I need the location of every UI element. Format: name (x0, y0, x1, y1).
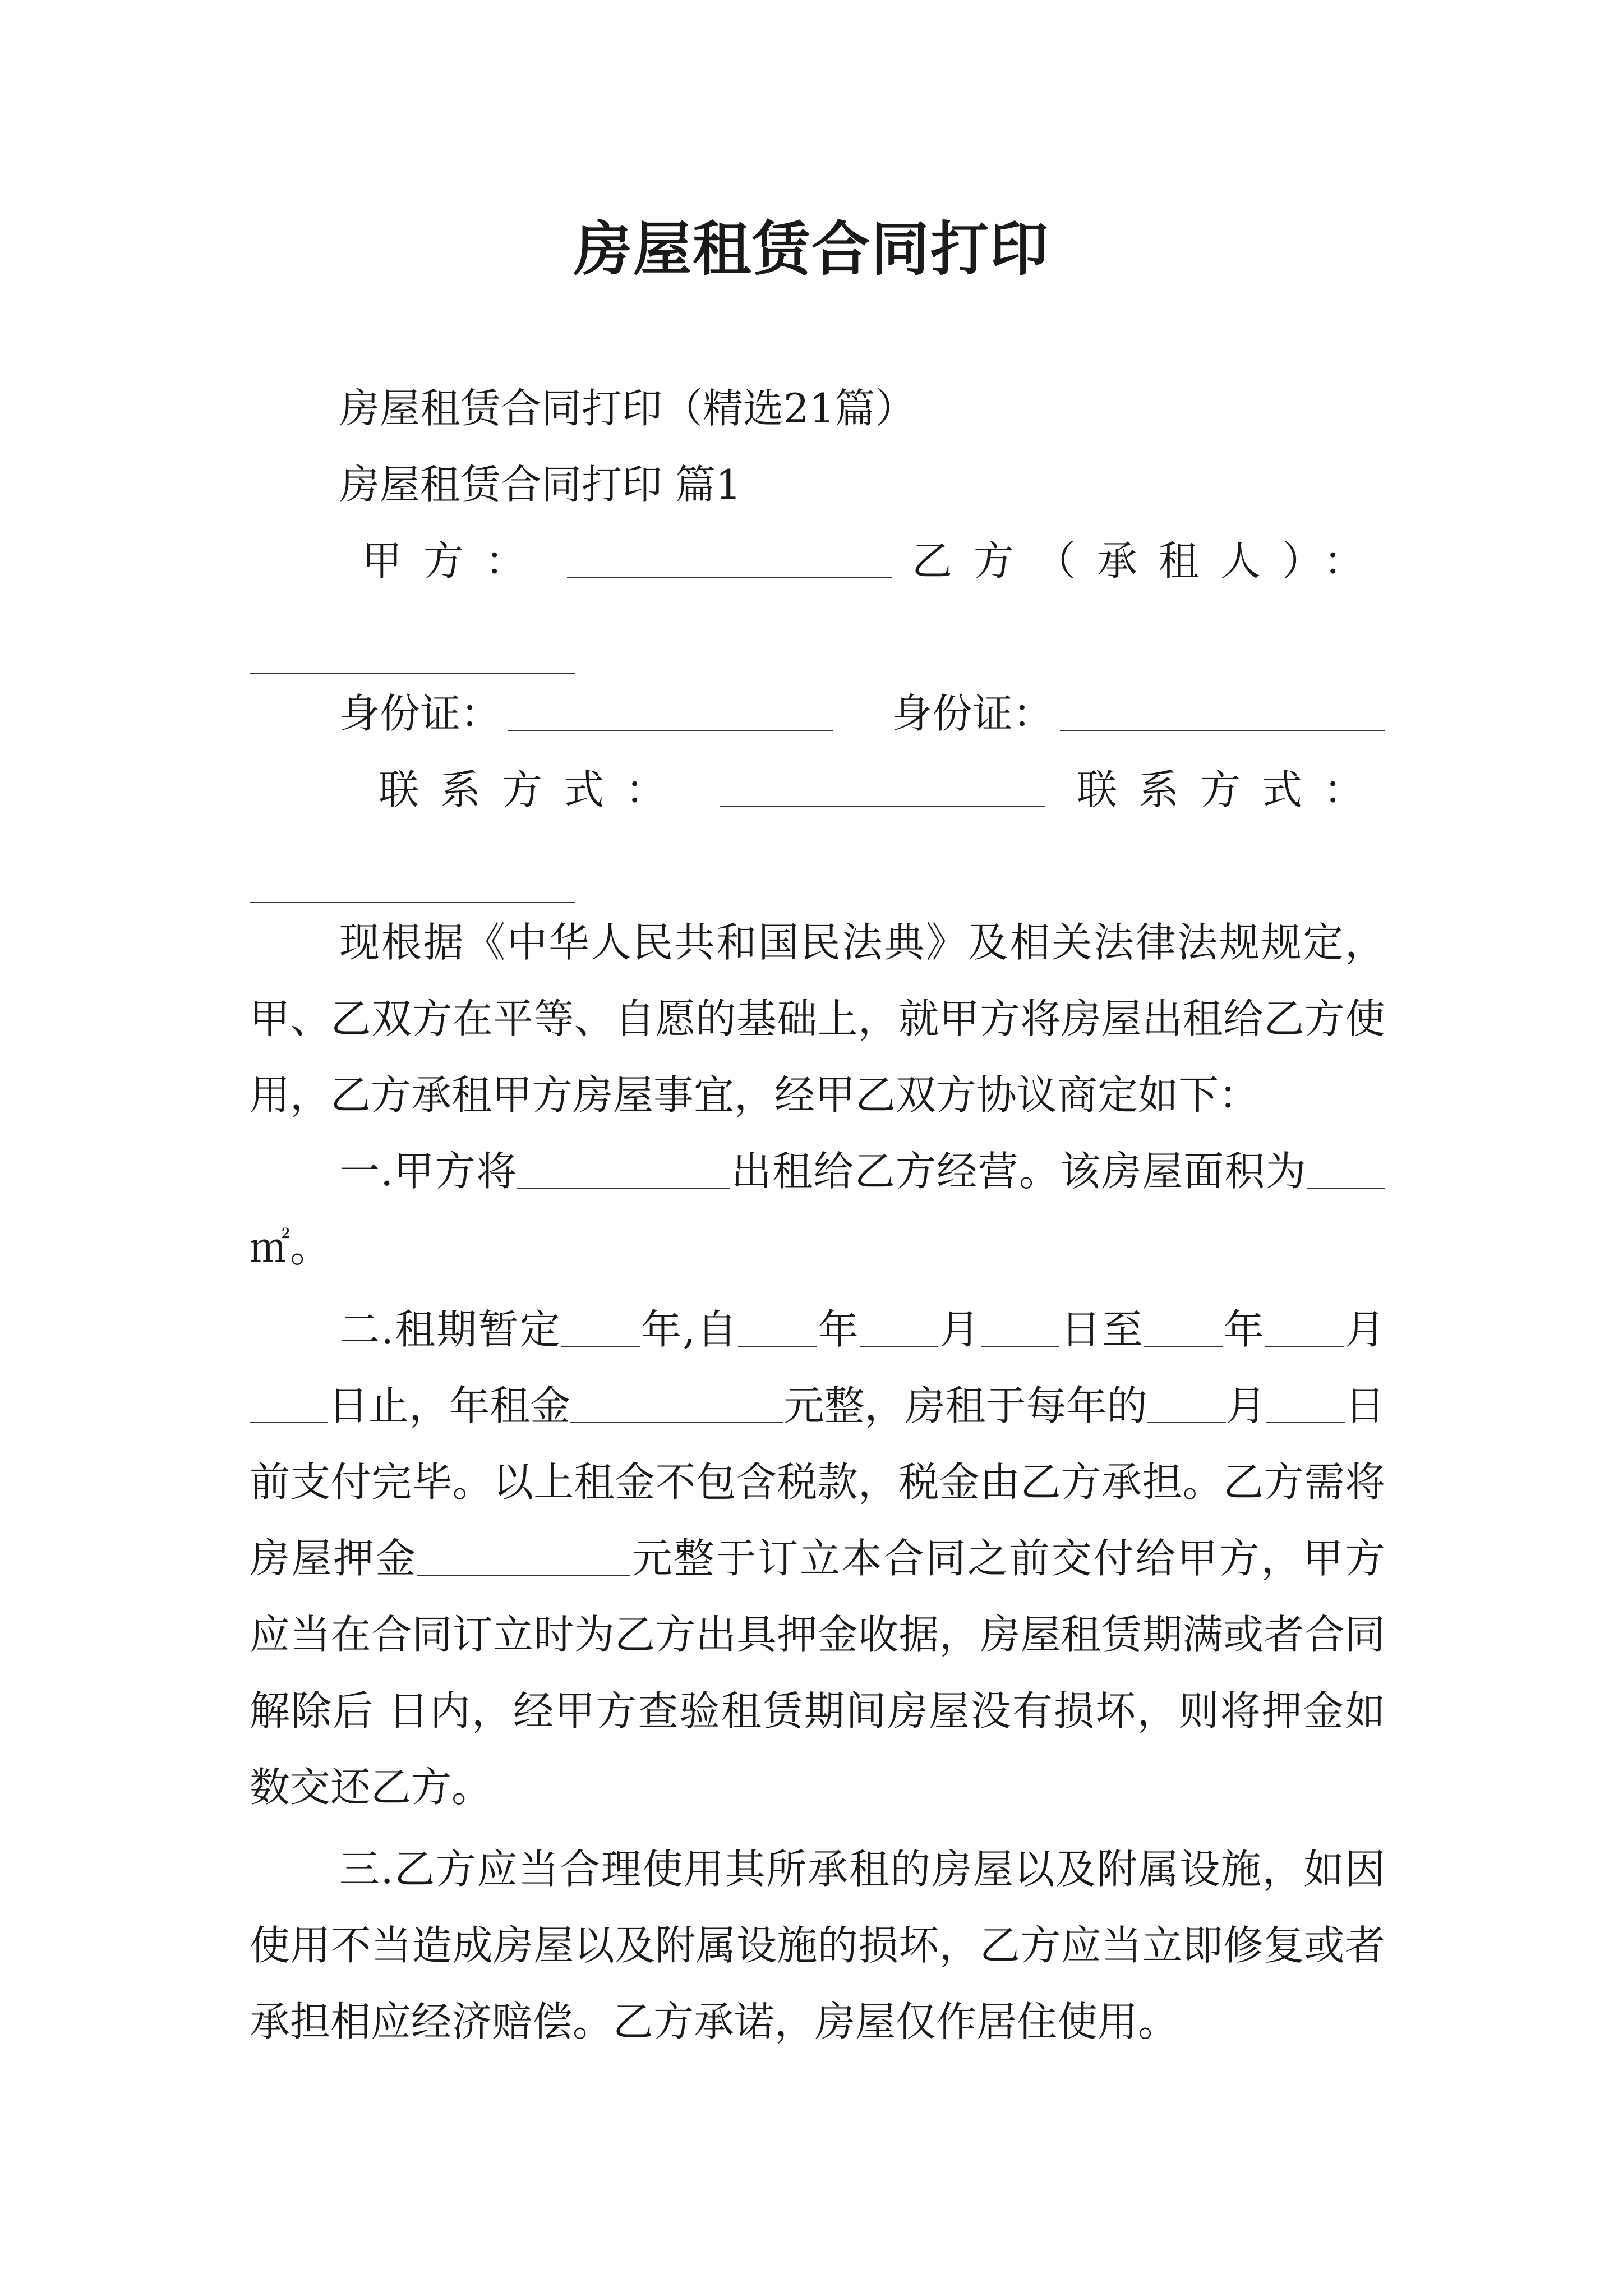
pay-day-blank[interactable] (1266, 1382, 1345, 1423)
clause-2-pay: 日前支付完毕。以上租金不包含税款，税金由乙方承担。乙方需将房屋押金 (250, 1382, 1385, 1582)
document-title: 房屋租赁合同打印 (573, 214, 1049, 283)
clause-1-lead: 一.甲方将 (339, 1148, 518, 1195)
clause-2-m: 月 (938, 1306, 981, 1353)
annual-rent-blank[interactable] (570, 1382, 783, 1423)
clause-2-to: 日至 (1059, 1306, 1144, 1353)
end-year-blank[interactable] (1144, 1305, 1223, 1347)
clause-1 (250, 1133, 1385, 1286)
clause-2-y3: 年 (1222, 1306, 1265, 1353)
area-blank[interactable] (1307, 1147, 1385, 1189)
id-row (250, 675, 1385, 752)
party-a-label: 甲方： (362, 537, 547, 585)
clause-2-m3: 月 (1343, 1306, 1385, 1353)
contact-row (250, 752, 1385, 828)
clause-1-mid: 出租给乙方经营。该房屋面积为 (730, 1148, 1307, 1195)
id-a-blank[interactable] (508, 689, 833, 731)
subtitle: 房屋租赁合同打印（精选21篇） (339, 385, 916, 432)
party-a-blank[interactable] (567, 537, 892, 578)
start-day-blank[interactable] (981, 1305, 1059, 1347)
id-b-blank[interactable] (1060, 689, 1385, 731)
clause-2-m4: 月 (1225, 1382, 1266, 1429)
contact-label-b: 联系方式： (1076, 766, 1385, 813)
term-years-blank[interactable] (561, 1305, 640, 1347)
area-unit: ㎡。 (250, 1224, 331, 1271)
clause-3: 三.乙方应当合理使用其所承租的房屋以及附属设施，如因使用不当造成房屋以及附属设施的损坏，乙方应当立即修复或者承担相应经济赔偿。乙方承诺，房屋仅作居住使用。 (250, 1846, 1385, 2045)
clause-2-y: 年 (817, 1306, 860, 1353)
contact-b-blank[interactable] (250, 862, 575, 903)
party-row (250, 523, 1385, 599)
deposit-blank[interactable] (417, 1534, 630, 1576)
start-year-blank[interactable] (738, 1305, 817, 1347)
clause-2-end: 日止，年租金 (328, 1382, 571, 1429)
id-label-a: 身份证： (339, 690, 501, 737)
contact-label-a: 联系方式： (379, 766, 688, 813)
clause-2 (250, 1291, 1385, 1825)
end-month-blank[interactable] (1265, 1305, 1344, 1347)
clause-2-year-from: 年,自 (639, 1306, 739, 1353)
party-b-label: 乙方（承租人）： (911, 537, 1385, 585)
clause-2-lead: 二.租期暂定 (339, 1306, 561, 1353)
clause-2-deposit-tail: 元整于订立本合同之前交付给甲方，甲方应当在合同订立时为乙方出具押金收据，房屋租赁期满或者合同解除后 日内，经甲方查验租赁期间房屋没有损坏，则将押金如数交还乙方。 (250, 1535, 1385, 1811)
pay-month-blank[interactable] (1147, 1382, 1226, 1423)
document-body (250, 370, 1385, 2060)
end-day-blank[interactable] (250, 1382, 328, 1423)
intro-paragraph: 现根据《中华人民共和国民法典》及相关法律法规规定，甲、乙双方在平等、自愿的基础上，就甲方将房屋出租给乙方使用，乙方承租甲方房屋事宜，经甲乙双方协议商定如下： (250, 919, 1385, 1119)
id-label-b: 身份证： (891, 690, 1053, 737)
contact-a-blank[interactable] (720, 766, 1045, 807)
start-month-blank[interactable] (860, 1305, 938, 1347)
clause-2-rent-tail: 元整，房租于每年的 (783, 1382, 1147, 1429)
section-heading: 房屋租赁合同打印 篇1 (339, 461, 741, 508)
property-blank[interactable] (517, 1147, 730, 1189)
contact-b-blank-line (250, 828, 1385, 904)
party-b-blank[interactable] (250, 633, 575, 674)
party-b-blank-line (250, 599, 1385, 675)
